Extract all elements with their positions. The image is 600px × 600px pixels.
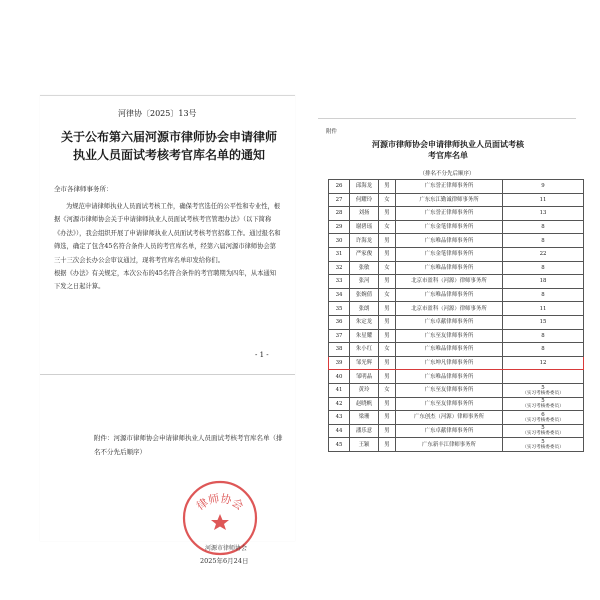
cell-no: 43 — [329, 411, 350, 425]
table-row — [329, 343, 584, 357]
cell-firm: 广东东江勤诚律师事务所 — [396, 193, 503, 207]
cell-name: 张敏 — [350, 261, 379, 275]
cell-years: 8 — [503, 220, 584, 234]
cell-no: 30 — [329, 234, 350, 248]
table-row — [329, 275, 584, 289]
cell-no: 45 — [329, 438, 350, 452]
table-row — [329, 247, 584, 261]
cell-name: 朱定龙 — [350, 315, 379, 329]
cell-firm: 广东唯品律师事务所 — [396, 370, 503, 384]
cell-name: 刘扬 — [350, 207, 379, 221]
cell-no: 26 — [329, 180, 350, 194]
cell-sex: 男 — [379, 438, 396, 452]
paragraph-1: 为规范申请律师执业人员面试考核工作，确保考官选任的公平性和专业性，根据《河源市律师协会关于申请律师执业人员面试考核考官管理办法》（以下简称《办法》），我会组织开展了申请律师执业人员面试考核考官招募工作。通过报名和筛选，确定了包含45名符合条件人员的考官库名单，经第六届河源市律师协会第三十三次会长办公会审议通过，现将考官库名单印发给你们。 — [54, 203, 281, 264]
cell-no: 35 — [329, 302, 350, 316]
issue-date: 2025年6月24日 — [200, 557, 249, 565]
cell-years: 8 — [503, 261, 584, 275]
cell-name: 黄玲 — [350, 383, 379, 397]
cell-years: 8 — [503, 288, 584, 302]
paragraph-2: 根据《办法》有关规定，本次公布的45名符合条件的考官聘期为四年，从本通知下发之日起计算。 — [54, 270, 277, 291]
attachment-label: 附件 — [326, 129, 338, 135]
cell-no: 28 — [329, 207, 350, 221]
notice-body — [54, 200, 282, 294]
cell-note: （实习考核委委员） — [522, 431, 564, 437]
cell-years: 18 — [503, 275, 584, 289]
cell-years: 11 — [503, 302, 584, 316]
cell-years: 6 （实习考核委委员） — [503, 411, 584, 425]
cell-name: 许海龙 — [350, 234, 379, 248]
cell-no: 32 — [329, 261, 350, 275]
cell-name: 王颖 — [350, 438, 379, 452]
cell-no: 41 — [329, 383, 350, 397]
roster-subtitle: （排名不分先后顺序） — [419, 171, 475, 177]
cell-sex: 男 — [379, 275, 396, 289]
cell-firm: 广东卓献律师事务所 — [396, 315, 503, 329]
cell-name: 朱星耀 — [350, 329, 379, 343]
cell-sex: 女 — [379, 343, 396, 357]
page-separator — [40, 374, 295, 375]
cell-no: 31 — [329, 247, 350, 261]
cell-firm: 广东创杰（河源）律师事务所 — [396, 411, 503, 425]
table-row — [329, 438, 584, 452]
cell-sex: 男 — [379, 302, 396, 316]
issuing-organization: 河源市律师协会 — [205, 545, 248, 552]
cell-no: 40 — [329, 370, 350, 384]
table-row — [329, 220, 584, 234]
cell-name: 邱海龙 — [350, 180, 379, 194]
cell-name: 谢碧瑶 — [350, 220, 379, 234]
table-row — [329, 356, 584, 370]
cell-years: 8 — [503, 234, 584, 248]
cell-firm: 广东誉正律师事务所 — [396, 180, 503, 194]
cell-no: 38 — [329, 343, 350, 357]
table-row — [329, 288, 584, 302]
roster-page — [318, 118, 576, 501]
table-row — [329, 193, 584, 207]
title-line-2: 执业人员面试考核考官库名单的通知 — [72, 148, 265, 162]
cell-years: 12 — [503, 356, 584, 370]
cell-firm: 北京市盈科（河源）律师事务所 — [396, 302, 503, 316]
cell-sex: 男 — [379, 370, 396, 384]
cell-firm: 广东至友律师事务所 — [396, 383, 503, 397]
cell-sex: 女 — [379, 383, 396, 397]
cell-firm: 广东卓献律师事务所 — [396, 424, 503, 438]
cell-name: 赵晓帆 — [350, 397, 379, 411]
cell-sex: 女 — [379, 261, 396, 275]
cell-years: 8 — [503, 329, 584, 343]
table-row — [329, 180, 584, 194]
table-row — [329, 397, 584, 411]
cell-sex: 女 — [379, 220, 396, 234]
table-row — [329, 302, 584, 316]
cell-firm: 广东唯品律师事务所 — [396, 261, 503, 275]
cell-note: （实习考核委委员） — [522, 404, 564, 410]
cell-note: （实习考核委委员） — [522, 390, 564, 396]
cell-name: 邹明晶 — [350, 370, 379, 384]
cell-no: 34 — [329, 288, 350, 302]
title-line-1: 关于公布第六届河源市律师协会申请律师 — [60, 130, 277, 144]
table-row — [329, 411, 584, 425]
cell-no: 37 — [329, 329, 350, 343]
table-row — [329, 370, 584, 384]
cell-sex: 男 — [379, 424, 396, 438]
cell-sex: 女 — [379, 193, 396, 207]
cell-no: 36 — [329, 315, 350, 329]
cell-name: 张婉倩 — [350, 288, 379, 302]
cell-years: 22 — [503, 247, 584, 261]
notice-title — [54, 128, 284, 164]
roster-title-line-1: 河源市律师协会申请律师执业人员面试考核 — [372, 140, 524, 149]
cell-years: 15 — [503, 315, 584, 329]
cell-firm: 广东金笔律师事务所 — [396, 247, 503, 261]
page-number: - 1 - — [255, 351, 269, 359]
document-number: 河律协〔2025〕13号 — [118, 109, 197, 118]
cell-no: 44 — [329, 424, 350, 438]
cell-no: 42 — [329, 397, 350, 411]
cell-years: 11 — [503, 193, 584, 207]
roster-title-line-2: 考官库名单 — [428, 151, 468, 160]
cell-years: 9 — [503, 180, 584, 194]
cell-name: 张朗 — [350, 302, 379, 316]
cell-firm: 广东唯品律师事务所 — [396, 343, 503, 357]
cell-name: 严家俊 — [350, 247, 379, 261]
attachment-note: 附件：河源市律师协会申请律师执业人员面试考核考官库名单（排名不分先后顺序） — [94, 434, 283, 456]
cell-name: 朱小红 — [350, 343, 379, 357]
table-row — [329, 234, 584, 248]
cell-years: 13 — [503, 207, 584, 221]
cell-sex: 男 — [379, 356, 396, 370]
notice-page — [40, 95, 295, 565]
table-row — [329, 315, 584, 329]
cell-years: 8 — [503, 343, 584, 357]
cell-name: 潘乐意 — [350, 424, 379, 438]
cell-no: 39 — [329, 356, 350, 370]
seal-arc-text: 律师协会 — [194, 491, 246, 513]
cell-firm: 广东至友律师事务所 — [396, 397, 503, 411]
cell-firm: 广东唯品律师事务所 — [396, 234, 503, 248]
table-row — [329, 261, 584, 275]
cell-sex: 男 — [379, 397, 396, 411]
cell-sex: 男 — [379, 411, 396, 425]
cell-name: 梁珊 — [350, 411, 379, 425]
cell-note: （实习考核委委员） — [522, 417, 564, 423]
table-row — [329, 329, 584, 343]
cell-years: 5 （实习考核委委员） — [503, 424, 584, 438]
cell-firm: 广东唯品律师事务所 — [396, 288, 503, 302]
cell-name: 邹光辉 — [350, 356, 379, 370]
salutation: 全市各律师事务所： — [54, 185, 113, 193]
cell-no: 33 — [329, 275, 350, 289]
cell-firm: 北京市盈科（河源）律师事务所 — [396, 275, 503, 289]
cell-sex: 女 — [379, 288, 396, 302]
cell-sex: 男 — [379, 315, 396, 329]
cell-years: 5 （实习考核委委员） — [503, 383, 584, 397]
cell-no: 29 — [329, 220, 350, 234]
cell-years: 5 （实习考核委委员） — [503, 438, 584, 452]
cell-sex: 男 — [379, 207, 396, 221]
svg-text:律师协会 — [194, 491, 247, 513]
cell-sex: 男 — [379, 329, 396, 343]
cell-sex: 男 — [379, 180, 396, 194]
cell-name: 张河 — [350, 275, 379, 289]
cell-years: 5 （实习考核委委员） — [503, 397, 584, 411]
cell-firm: 广东至友律师事务所 — [396, 329, 503, 343]
cell-sex: 男 — [379, 234, 396, 248]
cell-firm: 广东金笔律师事务所 — [396, 220, 503, 234]
table-row — [329, 207, 584, 221]
cell-note: （实习考核委委员） — [522, 445, 564, 451]
table-row — [329, 383, 584, 397]
cell-firm: 广东誉正律师事务所 — [396, 207, 503, 221]
cell-no: 27 — [329, 193, 350, 207]
cell-firm: 广东新丰江律师事务所 — [396, 438, 503, 452]
cell-sex: 男 — [379, 247, 396, 261]
table-row — [329, 424, 584, 438]
roster-title — [324, 139, 572, 161]
cell-firm: 广东坤凡律师事务所 — [396, 356, 503, 370]
cell-years — [503, 370, 584, 384]
cell-name: 何耀玲 — [350, 193, 379, 207]
examiner-table — [328, 179, 584, 452]
